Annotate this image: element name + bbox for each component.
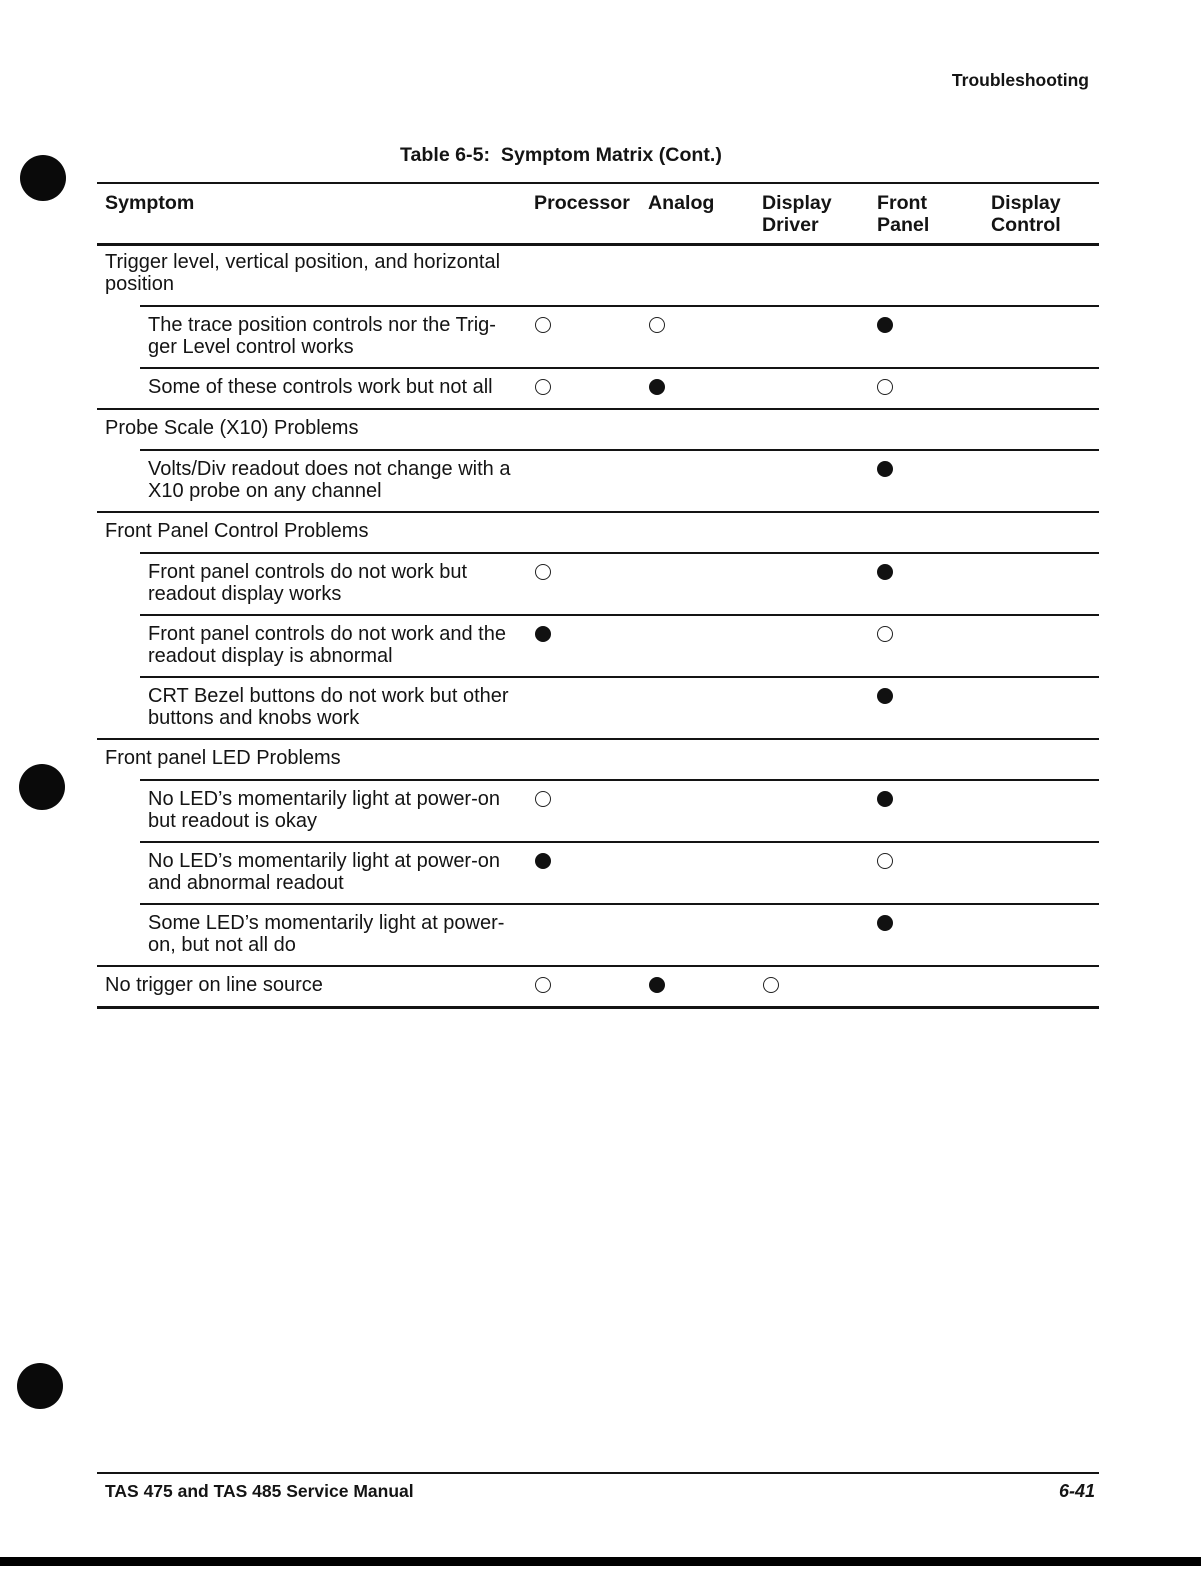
filled-circle-icon xyxy=(535,853,551,869)
section-heading xyxy=(105,747,1099,769)
column-header-line: Control xyxy=(991,214,1061,236)
symptom-row xyxy=(97,614,1099,676)
open-circle-icon xyxy=(763,977,779,993)
text-line: buttons and knobs work xyxy=(148,707,360,729)
column-header-line: Driver xyxy=(762,214,819,236)
column-header-line: Panel xyxy=(877,214,930,236)
filled-circle-icon xyxy=(649,977,665,993)
symptom-row xyxy=(97,552,1099,614)
binder-hole xyxy=(19,764,65,810)
text-line: Probe Scale (X10) Problems xyxy=(105,417,359,439)
footer-manual-title: TAS 475 and TAS 485 Service Manual xyxy=(105,1481,414,1501)
text-line: Volts/Div readout does not change with a xyxy=(148,458,511,480)
symptom-row xyxy=(97,305,1099,367)
text-line: Front panel controls do not work but xyxy=(148,561,468,583)
symptom-row xyxy=(97,449,1099,511)
column-header-line: Analog xyxy=(648,192,715,214)
section-heading-row xyxy=(97,408,1099,449)
column-header-analog xyxy=(648,192,714,214)
symptom-text xyxy=(148,314,1099,358)
text-line: readout display works xyxy=(148,583,342,605)
symptom-text xyxy=(148,912,1099,956)
binder-hole xyxy=(17,1363,63,1409)
table-title: Table 6-5: Symptom Matrix (Cont.) xyxy=(400,144,722,166)
text-line: Front panel controls do not work and the xyxy=(148,623,506,645)
section-heading xyxy=(105,520,1099,542)
table-header-row xyxy=(97,182,1099,246)
section-heading-row xyxy=(97,511,1099,552)
column-header-line: Front xyxy=(877,192,928,214)
scan-edge-bar xyxy=(0,1557,1201,1566)
filled-circle-icon xyxy=(649,379,665,395)
running-header: Troubleshooting xyxy=(951,70,1089,90)
column-header-line: Processor xyxy=(534,192,630,214)
text-line: No trigger on line source xyxy=(105,974,323,996)
symptom-matrix-table xyxy=(97,182,1099,1009)
open-circle-icon xyxy=(535,977,551,993)
filled-circle-icon xyxy=(877,915,893,931)
text-line: Some LED’s momentarily light at power- xyxy=(148,912,505,934)
text-line: on, but not all do xyxy=(148,934,296,956)
text-line: Front Panel Control Problems xyxy=(105,520,369,542)
text-line: Front panel LED Problems xyxy=(105,747,341,769)
symptom-row xyxy=(97,779,1099,841)
text-line: No LED’s momentarily light at power-on xyxy=(148,850,501,872)
symptom-text xyxy=(148,561,1099,605)
open-circle-icon xyxy=(649,317,665,333)
symptom-text xyxy=(148,376,1099,398)
text-line: but readout is okay xyxy=(148,810,317,832)
footer-rule xyxy=(97,1472,1099,1474)
text-line: ger Level control works xyxy=(148,336,354,358)
open-circle-icon xyxy=(877,853,893,869)
text-line: No LED’s momentarily light at power-on xyxy=(148,788,501,810)
symptom-text xyxy=(148,850,1099,894)
column-header-line: Display xyxy=(991,192,1061,214)
column-header-symptom xyxy=(105,192,194,214)
symptom-row xyxy=(97,903,1099,965)
text-line: and abnormal readout xyxy=(148,872,344,894)
section-heading-row xyxy=(97,246,1099,305)
text-line: X10 probe on any channel xyxy=(148,480,382,502)
open-circle-icon xyxy=(877,379,893,395)
text-line: readout display is abnormal xyxy=(148,645,393,667)
symptom-text xyxy=(148,458,1099,502)
filled-circle-icon xyxy=(877,791,893,807)
text-line: Trigger level, vertical position, and horizontal xyxy=(105,251,501,273)
symptom-text xyxy=(148,685,1099,729)
binder-hole xyxy=(20,155,66,201)
column-header-front-panel xyxy=(877,192,929,236)
column-header-display-driver xyxy=(762,192,832,236)
filled-circle-icon xyxy=(877,688,893,704)
text-line: The trace position controls nor the Trig- xyxy=(148,314,496,336)
section-heading xyxy=(105,974,1099,996)
column-header-processor xyxy=(534,192,630,214)
filled-circle-icon xyxy=(535,626,551,642)
filled-circle-icon xyxy=(877,461,893,477)
symptom-row xyxy=(97,367,1099,408)
text-line: CRT Bezel buttons do not work but other xyxy=(148,685,509,707)
symptom-row xyxy=(97,841,1099,903)
symptom-text xyxy=(148,623,1099,667)
open-circle-icon xyxy=(535,791,551,807)
section-heading-row xyxy=(97,965,1099,1006)
section-heading-row xyxy=(97,738,1099,779)
column-header-line: Display xyxy=(762,192,832,214)
page-number: 6-41 xyxy=(1058,1481,1095,1501)
column-header-line: Symptom xyxy=(105,192,195,214)
text-line: Some of these controls work but not all xyxy=(148,376,493,398)
section-heading xyxy=(105,417,1099,439)
open-circle-icon xyxy=(535,317,551,333)
symptom-row xyxy=(97,676,1099,738)
text-line: position xyxy=(105,273,174,295)
column-header-display-control xyxy=(991,192,1061,236)
filled-circle-icon xyxy=(877,564,893,580)
open-circle-icon xyxy=(535,564,551,580)
symptom-text xyxy=(148,788,1099,832)
section-heading xyxy=(105,251,1099,295)
filled-circle-icon xyxy=(877,317,893,333)
open-circle-icon xyxy=(535,379,551,395)
open-circle-icon xyxy=(877,626,893,642)
